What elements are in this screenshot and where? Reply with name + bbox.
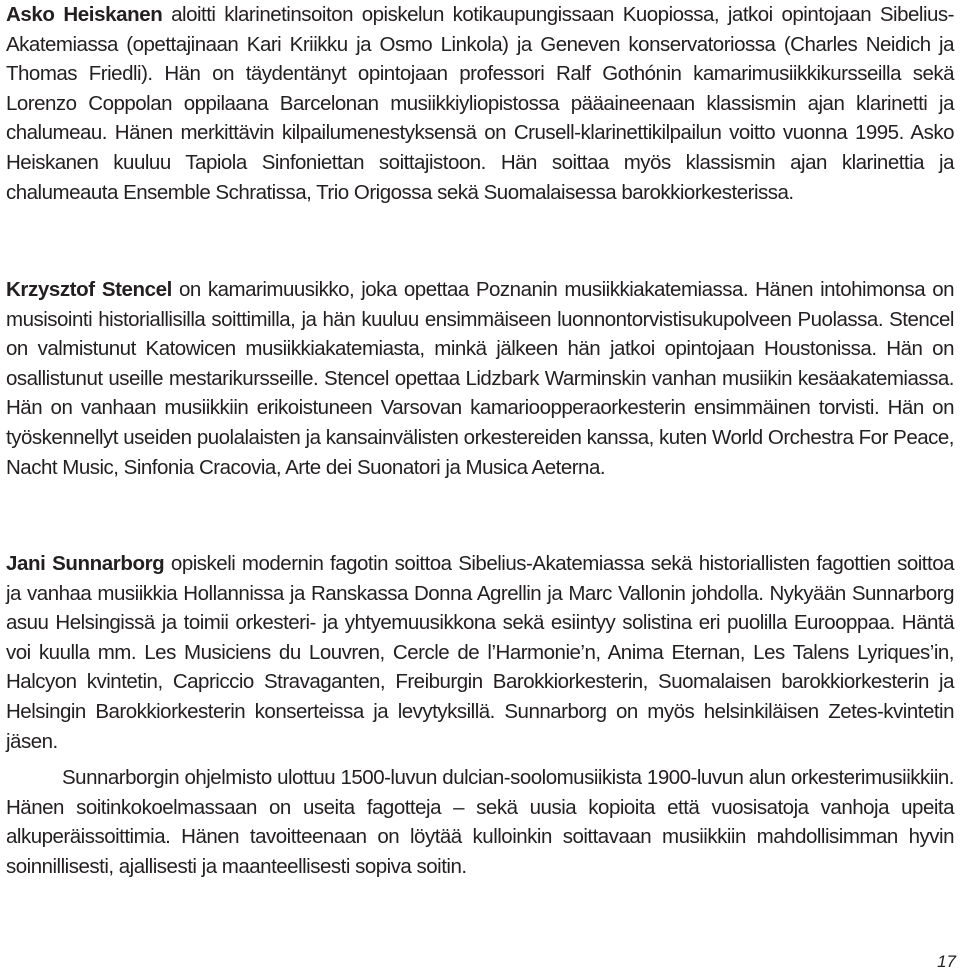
paragraph-text: on kamarimuusikko, joka opettaa Poznanin musiikkiakatemiassa. Hänen intohimonsa on musisointi historiallisilla soittimilla, ja hän kuuluu ensimmäiseen luonnontorvistisukupolveen Puolassa. Stencel on valmistunut Katowicen musiikkiakatemiasta, minkä jälkeen hän jatkoi opintojaan Houstonissa. Hän on osallistunut useille mestarikursseille. Stencel opettaa Lidzbark Warminskin vanhan musiikin kesäakatemiassa. Hän on vanhaan musiikkiin erikoistuneen Varsovan kamarioopperaorkesterin ensimmäinen torvisti. Hän on työskennellyt useiden puolalaisten ja kansainvälisten orkestereiden kanssa, kuten World Orchestra For Peace, Nacht Music, Sinfonia Cracovia, Arte dei Suonatori ja Musica Aeterna.: [6, 278, 955, 479]
paragraph-jani-sunnarborg: [6, 549, 954, 756]
person-name-jani-sunnarborg: Jani Sunnarborg: [6, 552, 165, 575]
paragraph-sunnarborg-repertoire: [6, 763, 954, 881]
page-number: 17: [937, 952, 956, 971]
paragraph-text: Sunnarborgin ohjelmisto ulottuu 1500-luvun dulcian-soolomusiikista 1900-luvun alun orkesterimusiikkiin. Hänen soitinkokoelmassaan on useita fagotteja – sekä uusia kopioita että vuosisatoja vanhoja upeita alkuperäissoittimia. Hänen tavoitteenaan on löytää kulloinkin soittavaan musiikkiin mahdollisimman hyvin soinnillisesti, ajallisesti ja maanteellisesti sopiva soitin.: [6, 766, 954, 878]
paragraph-text: opiskeli modernin fagotin soittoa Sibelius-Akatemiassa sekä historiallisten fagottien soittoa ja vanhaa musiikkia Hollannissa ja Ranskassa Donna Agrellin ja Marc Vallonin johdolla. Nykyään Sunnarborg asuu Helsingissä ja toimii orkesteri- ja yhtyemuusikkona sekä esiintyy solistina eri puolilla Eurooppaa. Häntä voi kuulla mm. Les Musiciens du Louvren, Cercle de l’Harmonie’n, Anima Eternan, Les Talens Lyriques’in, Halcyon kvintetin, Capriccio Stravaganten, Freiburgin Barokkiorkesterin, Suomalaisen barokkiorkesterin ja Helsingin Barokkiorkesterin konserteissa ja levytyksillä. Sunnarborg on myös helsinkiläisen Zetes-kvintetin jäsen.: [6, 552, 954, 753]
person-name-asko-heiskanen: Asko Heiskanen: [6, 3, 163, 26]
paragraph-krzysztof-stencel: [6, 275, 954, 482]
paragraph-text: aloitti klarinetinsoiton opiskelun kotikaupungissaan Kuopiossa, jatkoi opintojaan Sibelius-Akatemiassa (opettajinaan Kari Kriikku ja Osmo Linkola) ja Geneven konservatoriossa (Charles Neidich ja Thomas Friedli). Hän on täydentänyt opintojaan professori Ralf Gothónin kamarimusiikkikursseilla sekä Lorenzo Coppolan oppilaana Barcelonan musiikkiyliopistossa pääaineenaan klassismin ajan klarinetti ja chalumeau. Hänen merkittävin kilpailumenestyksensä on Crusell-klarinettikilpailun voitto vuonna 1995. Asko Heiskanen kuuluu Tapiola Sinfoniettan soittajistoon. Hän soittaa myös klassismin ajan klarinettia ja chalumeauta Ensemble Schratissa, Trio Origossa sekä Suomalaisessa barokkiorkesterissa.: [6, 3, 954, 204]
person-name-krzysztof-stencel: Krzysztof Stencel: [6, 278, 172, 301]
paragraph-asko-heiskanen: [6, 0, 954, 207]
